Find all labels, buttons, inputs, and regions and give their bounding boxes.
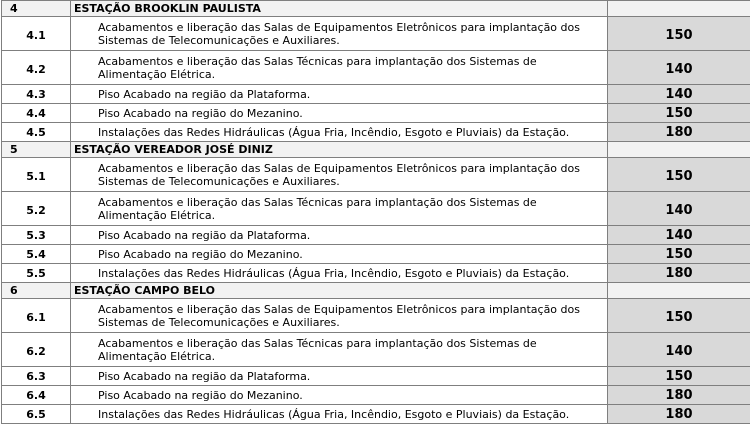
item-id: 6.1 — [2, 299, 71, 333]
item-description: Instalações das Redes Hidráulicas (Água Fria, Incêndio, Esgoto e Pluviais) da Estação. — [71, 405, 608, 424]
section-value-cell — [608, 142, 750, 158]
table-row — [2, 104, 750, 123]
section-number: 5 — [2, 142, 71, 158]
section-title: ESTAÇÃO CAMPO BELO — [71, 283, 608, 299]
item-id: 5.5 — [2, 264, 71, 283]
item-description: Piso Acabado na região do Mezanino. — [71, 245, 608, 264]
section-header-row — [2, 142, 750, 158]
table-row — [2, 17, 750, 51]
milestones-table — [1, 0, 750, 424]
item-value: 140 — [608, 226, 750, 245]
item-description: Piso Acabado na região do Mezanino. — [71, 104, 608, 123]
item-value: 140 — [608, 51, 750, 85]
item-description — [71, 17, 608, 51]
item-value: 180 — [608, 264, 750, 283]
table-body — [2, 1, 750, 424]
item-value: 150 — [608, 17, 750, 51]
item-description — [71, 299, 608, 333]
item-value: 150 — [608, 158, 750, 192]
item-id: 6.2 — [2, 333, 71, 367]
section-value-cell — [608, 283, 750, 299]
item-id: 4.2 — [2, 51, 71, 85]
item-description-text: Acabamentos e liberação das Salas Técnicas para implantação dos Sistemas de Alimentação Elétrica. — [98, 196, 605, 222]
table-row — [2, 158, 750, 192]
section-value-cell — [608, 1, 750, 17]
item-value: 150 — [608, 299, 750, 333]
item-value: 140 — [608, 333, 750, 367]
item-value: 180 — [608, 405, 750, 424]
item-value: 150 — [608, 245, 750, 264]
item-id: 6.5 — [2, 405, 71, 424]
item-value: 140 — [608, 192, 750, 226]
item-description — [71, 51, 608, 85]
item-value: 180 — [608, 386, 750, 405]
item-value: 180 — [608, 123, 750, 142]
item-description-text: Acabamentos e liberação das Salas de Equipamentos Eletrônicos para implantação dos Sistemas de Telecomunicações e Auxiliares. — [98, 303, 605, 329]
table-row — [2, 405, 750, 424]
section-title: ESTAÇÃO VEREADOR JOSÉ DINIZ — [71, 142, 608, 158]
item-id: 5.1 — [2, 158, 71, 192]
item-description — [71, 192, 608, 226]
item-description: Instalações das Redes Hidráulicas (Água Fria, Incêndio, Esgoto e Pluviais) da Estação. — [71, 264, 608, 283]
table-row — [2, 386, 750, 405]
item-value: 140 — [608, 85, 750, 104]
item-id: 5.4 — [2, 245, 71, 264]
item-description: Instalações das Redes Hidráulicas (Água Fria, Incêndio, Esgoto e Pluviais) da Estação. — [71, 123, 608, 142]
item-description: Piso Acabado na região da Plataforma. — [71, 367, 608, 386]
table-row — [2, 192, 750, 226]
item-description: Piso Acabado na região do Mezanino. — [71, 386, 608, 405]
item-description: Piso Acabado na região da Plataforma. — [71, 85, 608, 104]
item-id: 5.3 — [2, 226, 71, 245]
item-description — [71, 333, 608, 367]
table-row — [2, 264, 750, 283]
section-number: 4 — [2, 1, 71, 17]
item-description-text: Acabamentos e liberação das Salas Técnicas para implantação dos Sistemas de Alimentação Elétrica. — [98, 55, 605, 81]
section-header-row — [2, 1, 750, 17]
section-title: ESTAÇÃO BROOKLIN PAULISTA — [71, 1, 608, 17]
table-row — [2, 85, 750, 104]
item-description-text: Acabamentos e liberação das Salas de Equipamentos Eletrônicos para implantação dos Sistemas de Telecomunicações e Auxiliares. — [98, 21, 605, 47]
item-value: 150 — [608, 367, 750, 386]
item-description: Piso Acabado na região da Plataforma. — [71, 226, 608, 245]
item-id: 6.4 — [2, 386, 71, 405]
table-row — [2, 123, 750, 142]
table-row — [2, 367, 750, 386]
item-description-text: Acabamentos e liberação das Salas de Equipamentos Eletrônicos para implantação dos Sistemas de Telecomunicações e Auxiliares. — [98, 162, 605, 188]
item-id: 4.5 — [2, 123, 71, 142]
item-id: 4.3 — [2, 85, 71, 104]
table-row — [2, 245, 750, 264]
table-row — [2, 226, 750, 245]
section-header-row — [2, 283, 750, 299]
table-row — [2, 51, 750, 85]
table-row — [2, 299, 750, 333]
table-row — [2, 333, 750, 367]
item-id: 4.4 — [2, 104, 71, 123]
item-id: 6.3 — [2, 367, 71, 386]
item-description — [71, 158, 608, 192]
item-id: 5.2 — [2, 192, 71, 226]
section-number: 6 — [2, 283, 71, 299]
item-description-text: Acabamentos e liberação das Salas Técnicas para implantação dos Sistemas de Alimentação Elétrica. — [98, 337, 605, 363]
item-id: 4.1 — [2, 17, 71, 51]
item-value: 150 — [608, 104, 750, 123]
